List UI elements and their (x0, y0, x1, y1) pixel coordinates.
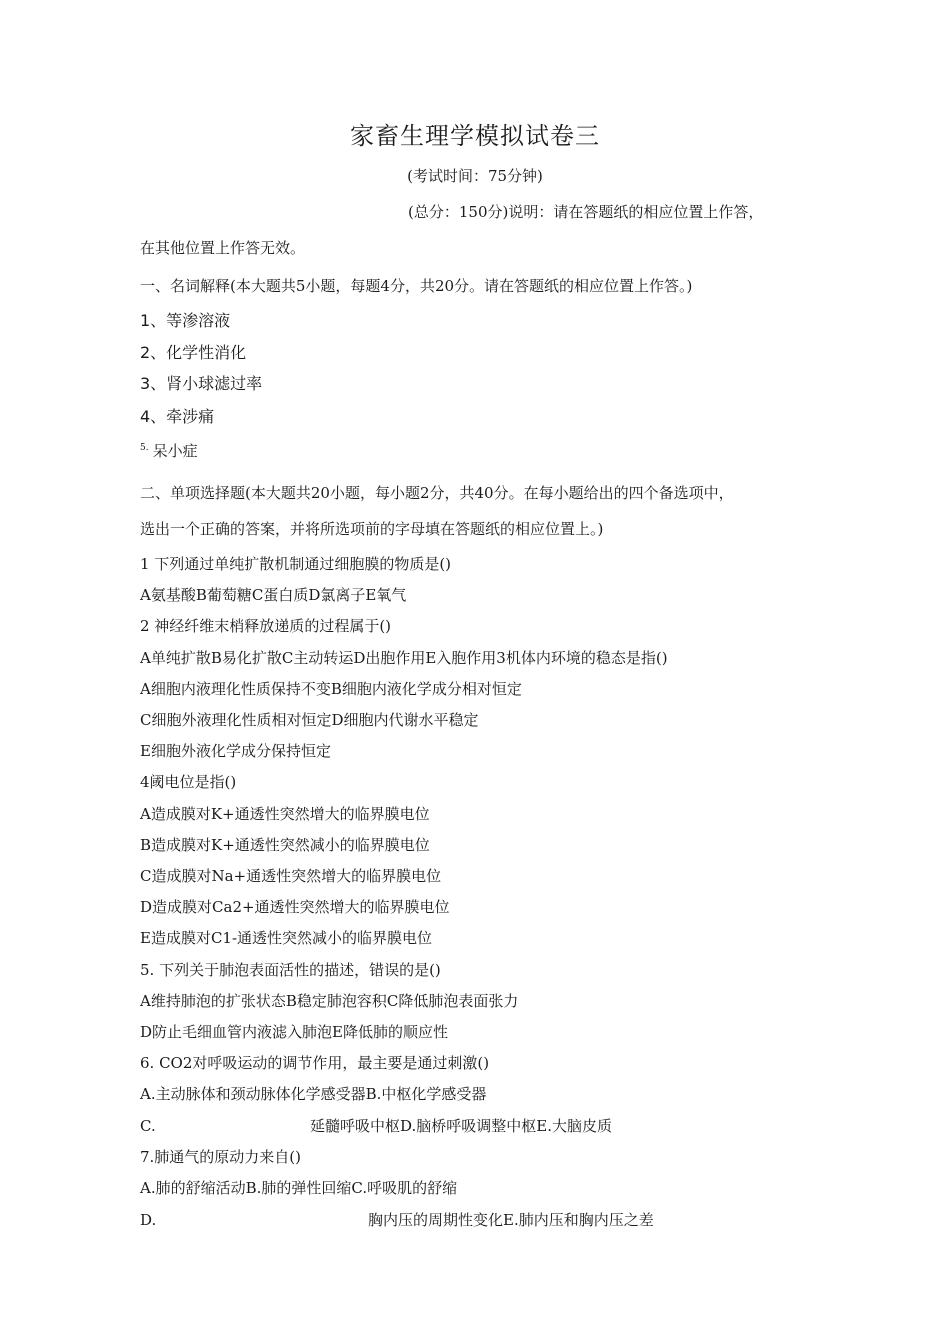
exam-time: (考试时间：75分钟) (407, 167, 543, 185)
question-line: E造成膜对C1-通透性突然减小的临界膜电位 (140, 929, 433, 947)
section1-heading: 一、名词解释(本大题共5小题，每题4分，共20分。请在答题纸的相应位置上作答。) (140, 277, 693, 295)
question-line: A细胞内液理化性质保持不变B细胞内液化学成分相对恒定 (140, 680, 522, 698)
term-item: 1、等渗溶液 (140, 311, 231, 330)
question-line: 1 下列通过单纯扩散机制通过细胞膜的物质是() (140, 555, 452, 573)
question-line: 5. 下列关于肺泡表面活性的描述，错误的是() (140, 961, 441, 979)
question-line: 4阈电位是指() (140, 773, 237, 791)
note-continuation: 在其他位置上作答无效。 (140, 239, 306, 257)
q7-option-d-text: 胸内压的周期性变化E.肺内压和胸内压之差 (368, 1211, 654, 1229)
term-item: 4、牵涉痛 (140, 407, 215, 426)
question-line: A氨基酸B葡萄糖C蛋白质D氯离子E氧气 (140, 586, 407, 604)
question-line: E细胞外液化学成分保持恒定 (140, 742, 331, 760)
question-line: A维持肺泡的扩张状态B稳定肺泡容积C降低肺泡表面张力 (140, 992, 519, 1010)
question-line: 2 神经纤维末梢释放递质的过程属于() (140, 617, 392, 635)
question-line: 6. CO2对呼吸运动的调节作用，最主要是通过刺激() (140, 1054, 490, 1072)
term-item: 2、化学性消化 (140, 343, 247, 362)
term-item: 3、肾小球滤过率 (140, 374, 263, 393)
question-line: D造成膜对Ca2+通透性突然增大的临界膜电位 (140, 898, 450, 916)
question-line: A.肺的舒缩活动B.肺的弹性回缩C.呼吸肌的舒缩 (140, 1179, 458, 1197)
question-line: A.主动脉体和颈动脉体化学感受器B.中枢化学感受器 (140, 1085, 487, 1103)
question-line: 7.肺通气的原动力来自() (140, 1148, 302, 1166)
question-line: A单纯扩散B易化扩散C主动转运D出胞作用E入胞作用3机体内环境的稳态是指() (140, 649, 668, 667)
question-line: A造成膜对K+通透性突然增大的临界膜电位 (140, 805, 430, 823)
section2-heading-cont: 选出一个正确的答案，并将所选项前的字母填在答题纸的相应位置上。) (140, 520, 604, 538)
page-title: 家畜生理学模拟试卷三 (350, 122, 600, 150)
total-score-note: (总分：150分)说明：请在答题纸的相应位置上作答， (408, 203, 764, 221)
question-line: C细胞外液理化性质相对恒定D细胞内代谢水平稳定 (140, 711, 479, 729)
question-line: B造成膜对K+通透性突然减小的临界膜电位 (140, 836, 430, 854)
item5-number: 5. (140, 443, 149, 453)
section2-heading: 二、单项选择题(本大题共20小题，每小题2分，共40分。在每小题给出的四个备选项中， (140, 484, 734, 502)
question-line: D防止毛细血管内液滤入肺泡E降低肺的顺应性 (140, 1023, 448, 1041)
q6-option-c-label: C. (140, 1117, 156, 1135)
q7-option-d-label: D. (140, 1211, 157, 1229)
question-line: C造成膜对Na+通透性突然增大的临界膜电位 (140, 867, 442, 885)
term-item-5 (140, 438, 198, 461)
q6-option-c-text: 延髓呼吸中枢D.脑桥呼吸调整中枢E.大脑皮质 (310, 1117, 612, 1135)
item5-text: 呆小症 (152, 442, 198, 460)
